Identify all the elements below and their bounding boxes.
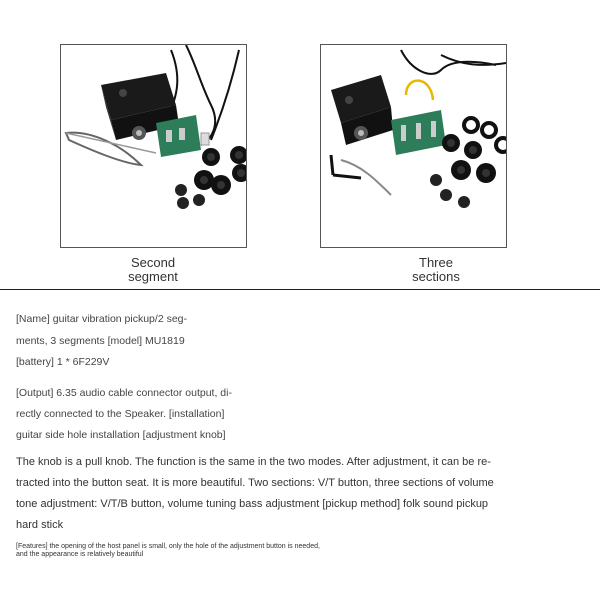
caption-three-section	[343, 256, 529, 284]
spec-output-installation	[16, 383, 286, 446]
features-line: and the appearance is relatively beautiful	[16, 551, 144, 558]
spec-line: rectly connected to the Speaker. [installation]	[16, 408, 225, 420]
description-line: tone adjustment: V/T/B button, volume tuning bass adjustment [pickup method] folk sound pickup	[16, 498, 489, 510]
product-photo-two-section	[60, 44, 247, 248]
caption-line: Three	[419, 255, 453, 270]
spec-line: guitar side hole installation [adjustment knob]	[16, 429, 226, 441]
product-photo-three-section	[320, 44, 507, 248]
spec-line: [Output] 6.35 audio cable connector output, di-	[16, 387, 232, 399]
spec-line: ments, 3 segments [model] MU1819	[16, 335, 185, 347]
spec-line: [battery] 1 * 6F229V	[16, 356, 110, 368]
caption-line: Second	[130, 255, 176, 270]
description-line: The knob is a pull knob. The function is the same in the two modes. After adjustment, it can be re-	[16, 456, 491, 468]
section-divider	[0, 289, 600, 290]
features-line: [Features] the opening of the host panel is small, only the hole of the adjustment button is needed,	[16, 543, 320, 550]
pickup-kit-illustration	[61, 45, 246, 247]
spec-battery	[16, 356, 109, 368]
spec-name-model	[16, 312, 187, 348]
description-line: hard stick	[16, 519, 64, 531]
pickup-kit-illustration	[321, 45, 506, 247]
caption-line: segment	[128, 269, 178, 284]
product-description	[16, 452, 576, 536]
features-note	[16, 543, 436, 559]
spec-line: [Name] guitar vibration pickup/2 seg-	[16, 313, 187, 325]
caption-line: sections	[412, 269, 460, 284]
caption-two-section	[60, 256, 246, 284]
description-line: tracted into the button seat. It is more beautiful. Two sections: V/T button, three sections of volume	[16, 477, 494, 489]
